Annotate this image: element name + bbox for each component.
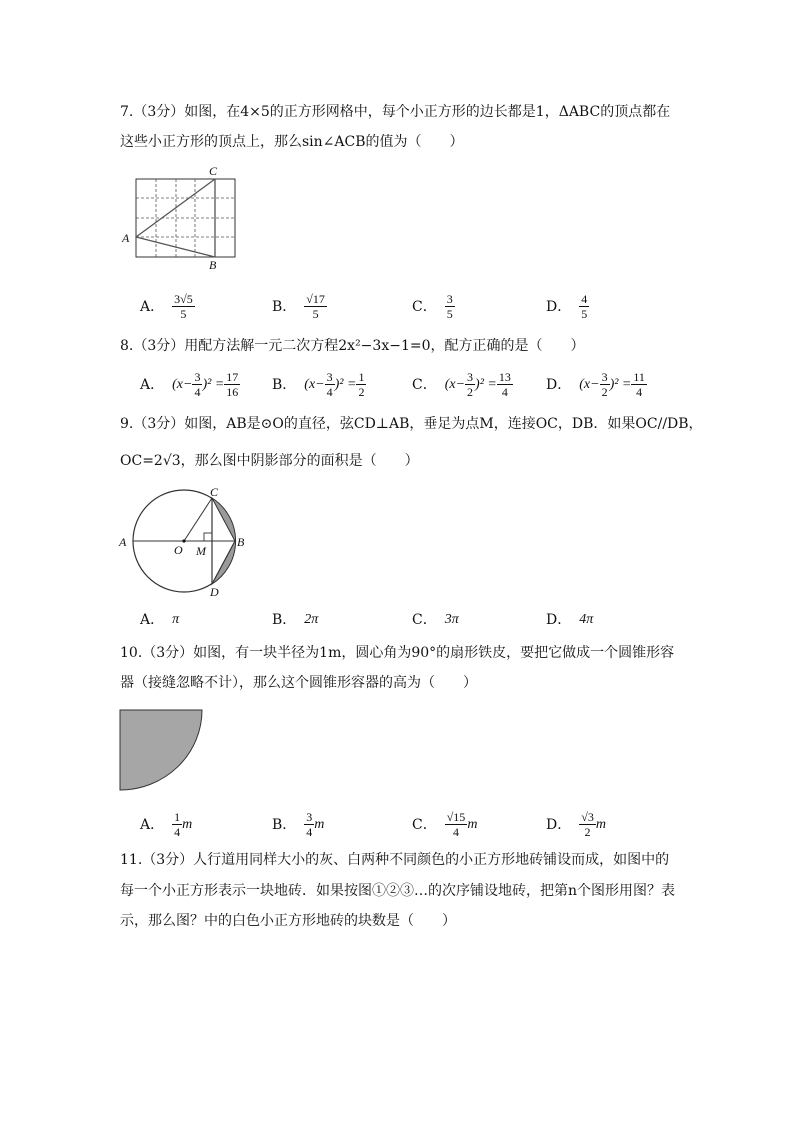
q8-option-b[interactable]: B． (x− $\frac{3}{4}$ )² = $\frac{1}{2}$ [272,370,365,399]
q9-label-C: C [210,485,219,499]
q9-label-A: A [119,535,127,549]
q7-option-d[interactable]: D． $\frac{4}{5}$ [546,292,588,321]
q10-line1: 10.（3分）如图，有一块半径为1m，圆心角为90°的扇形铁皮，要把它做成一个圆锥形容 [120,645,675,661]
q9-line2: OC=2√3，那么图中阴影部分的面积是（ ） [120,453,419,469]
q8-option-d[interactable]: D． (x− $\frac{3}{2}$ )² = $\frac{11}{4}$ [546,370,645,399]
q7-label-A: A [122,231,130,245]
q11-line3: 示，那么图？中的白色小正方形地砖的块数是（ ） [120,913,456,929]
q9-label-B: B [237,535,245,549]
q7-line1: 7.（3分）如图，在4×5的正方形网格中，每个小正方形的边长都是1，ΔABC的顶点都在 [120,104,671,120]
q7-grid-figure [116,162,246,272]
q7-option-b[interactable]: B． $\frac{√17}{5}$ [272,292,325,321]
q7-option-a[interactable]: A． $\frac{3√5}{5}$ [140,292,193,321]
q7-option-c[interactable]: C． $\frac{3}{5}$ [412,292,453,321]
q7-label-C: C [209,164,218,178]
q8-line1: 8.（3分）用配方法解一元二次方程2x²−3x−1=0，配方正确的是（ ） [120,338,585,354]
q9-label-D: D [210,585,219,599]
q9-circle-figure [114,484,254,600]
q9-label-M: M [196,544,206,558]
q10-line2: 器（接缝忽略不计），那么这个圆锥形容器的高为（ ） [120,675,477,691]
q9-option-d[interactable]: D． 4π [546,612,594,628]
q10-option-c[interactable]: C． $\frac{√15}{4}$ m [412,810,478,839]
q9-option-c[interactable]: C． 3π [412,612,459,628]
q10-option-b[interactable]: B． $\frac{3}{4}$ m [272,810,325,839]
q10-sector-figure [118,708,208,792]
q9-option-a[interactable]: A． π [140,612,180,628]
q11-line2: 每一个小正方形表示一块地砖．如果按图①②③…的次序铺设地砖，把第n个图形用图？表 [120,883,676,899]
q7-label-B: B [209,258,217,272]
q9-label-O: O [174,543,183,557]
q7-line2: 这些小正方形的顶点上，那么sin∠ACB的值为（ ） [120,134,464,150]
q8-option-a[interactable]: A． (x− $\frac{3}{4}$ )² = $\frac{17}{16}$ [140,370,239,399]
q9-option-b[interactable]: B． 2π [272,612,319,628]
q10-option-d[interactable]: D． $\frac{√3}{2}$ m [546,810,606,839]
q8-option-c[interactable]: C． (x− $\frac{3}{2}$ )² = $\frac{13}{4}$ [412,370,511,399]
q9-line1: 9.（3分）如图，AB是⊙O的直径，弦CD⊥AB，垂足为点M，连接OC，DB．如果OC//DB， [120,416,703,432]
q11-line1: 11.（3分）人行道用同样大小的灰、白两种不同颜色的小正方形地砖铺设而成，如图中的 [120,852,670,868]
q10-option-a[interactable]: A． $\frac{1}{4}$ m [140,810,193,839]
